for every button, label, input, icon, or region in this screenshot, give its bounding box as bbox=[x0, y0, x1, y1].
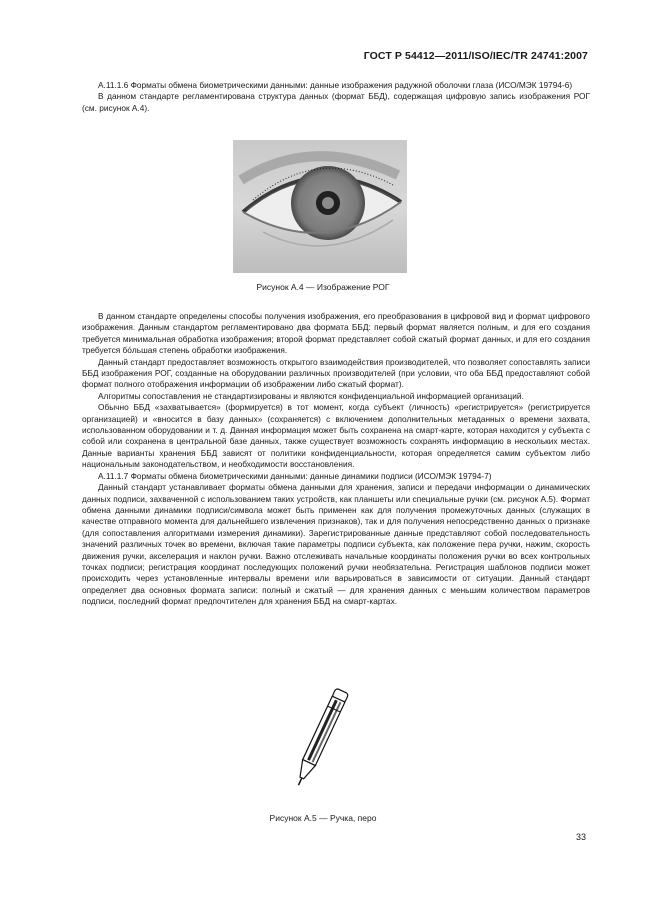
paragraph: Алгоритмы сопоставления не стандартизированы и являются конфиденциальной информацией организаций. bbox=[98, 390, 524, 401]
figure-a5-caption: Рисунок А.5 — Ручка, перо bbox=[269, 813, 377, 823]
pen-drawing bbox=[280, 684, 360, 794]
page-number: 33 bbox=[575, 832, 586, 842]
paragraph: Обычно ББД «захватывается» (формируется) в тот момент, когда субъект (личность) «регистрируется» (регистрируется организацией) и «вносится в базу данных» (сохраняется) с включением дополнительных метаданных о времени захвата, использованном оборудовании и т. д. Данная информация может быть сохранена на смарт-карте, которая находится у субъекта с собой или сохранена в центральной базе данных, также существует возможность сохранять информацию в нескольких местах. Данные варианты хранения ББД зависят от политики конфиденциальности, которая определяется самим субъектом либо национальным законодательством, и необходимости восстановления. bbox=[82, 402, 590, 470]
figure-a4-caption: Рисунок А.4 — Изображение РОГ bbox=[256, 282, 390, 292]
pen-icon bbox=[280, 684, 360, 794]
paragraph: А.11.1.6 Форматы обмена биометрическими данными: данные изображения радужной оболочки глаза (ИСО/МЭК 19794-6) bbox=[98, 80, 573, 90]
paragraph: А.11.1.7 Форматы обмена биометрическими данными: данные динамики подписи (ИСО/МЭК 19794-7) bbox=[98, 470, 492, 481]
section-b-text bbox=[82, 311, 590, 608]
paragraph: В данном стандарте определены способы получения изображения, его преобразования в цифровой вид и формат цифрового изображения. Данным стандартом регламентировано два формата ББД: первый формат является полным, и для его создания требуется минимальная обработка изображения; второй формат представляет собой сжатый формат данных, и для его создания требуется бо́льшая степень обработки изображения. bbox=[82, 311, 590, 356]
section-a-text bbox=[82, 80, 590, 114]
paragraph: В данном стандарте регламентирована структура данных (формат ББД), содержащая цифровую запись изображения РОГ (см. рисунок А.4). bbox=[82, 91, 590, 113]
eye-photo bbox=[233, 140, 407, 273]
iris-image bbox=[233, 140, 407, 273]
paragraph: Данный стандарт предоставляет возможность открытого взаимодействия производителей, что позволяет сопоставлять записи ББД изображения РОГ, созданные на оборудовании различных производителей (при условии, что оба ББД предоставляют собой формат полного отображения информации об изображении либо сжатый формат). bbox=[82, 356, 590, 390]
standard-header: ГОСТ Р 54412—2011/ISO/IEC/TR 24741:2007 bbox=[363, 50, 588, 62]
paragraph: Данный стандарт устанавливает форматы обмена данными для хранения, записи и передачи информации о динамических данных подписи, захваченной с использованием таких устройств, как планшеты или специальные ручки (см. рисунок А.5). Формат обмена данными динамики подписи/символа может быть применен как для получения промежуточных данных (служащих в качестве отправного момента для дальнейшего извлечения признаков), так и для получения непосредственно данных о признаке (для сопоставления алгоритмами измерения динамики). Зарегистрированные данные представляют собой последовательность значений различных точек во времени, включая такие параметры подписи субъекта, как положение пера ручки, нажим, скорость движения ручки, акселерация и наклон ручки. Важно отслеживать начальные координаты положения ручки во всех контрольных точках подписи; регистрация координат последующих положений ручки необязательна. Регистрация шаблонов подписи может происходить через установленные интервалы времени или варьироваться в зависимости от ситуации. Данный стандарт определяет два основных формата записи: полный и сжатый — для хранения данных с меньшим количеством параметров подписи, последний формат предпочтителен для хранения ББД на смарт-картах. bbox=[82, 482, 590, 607]
